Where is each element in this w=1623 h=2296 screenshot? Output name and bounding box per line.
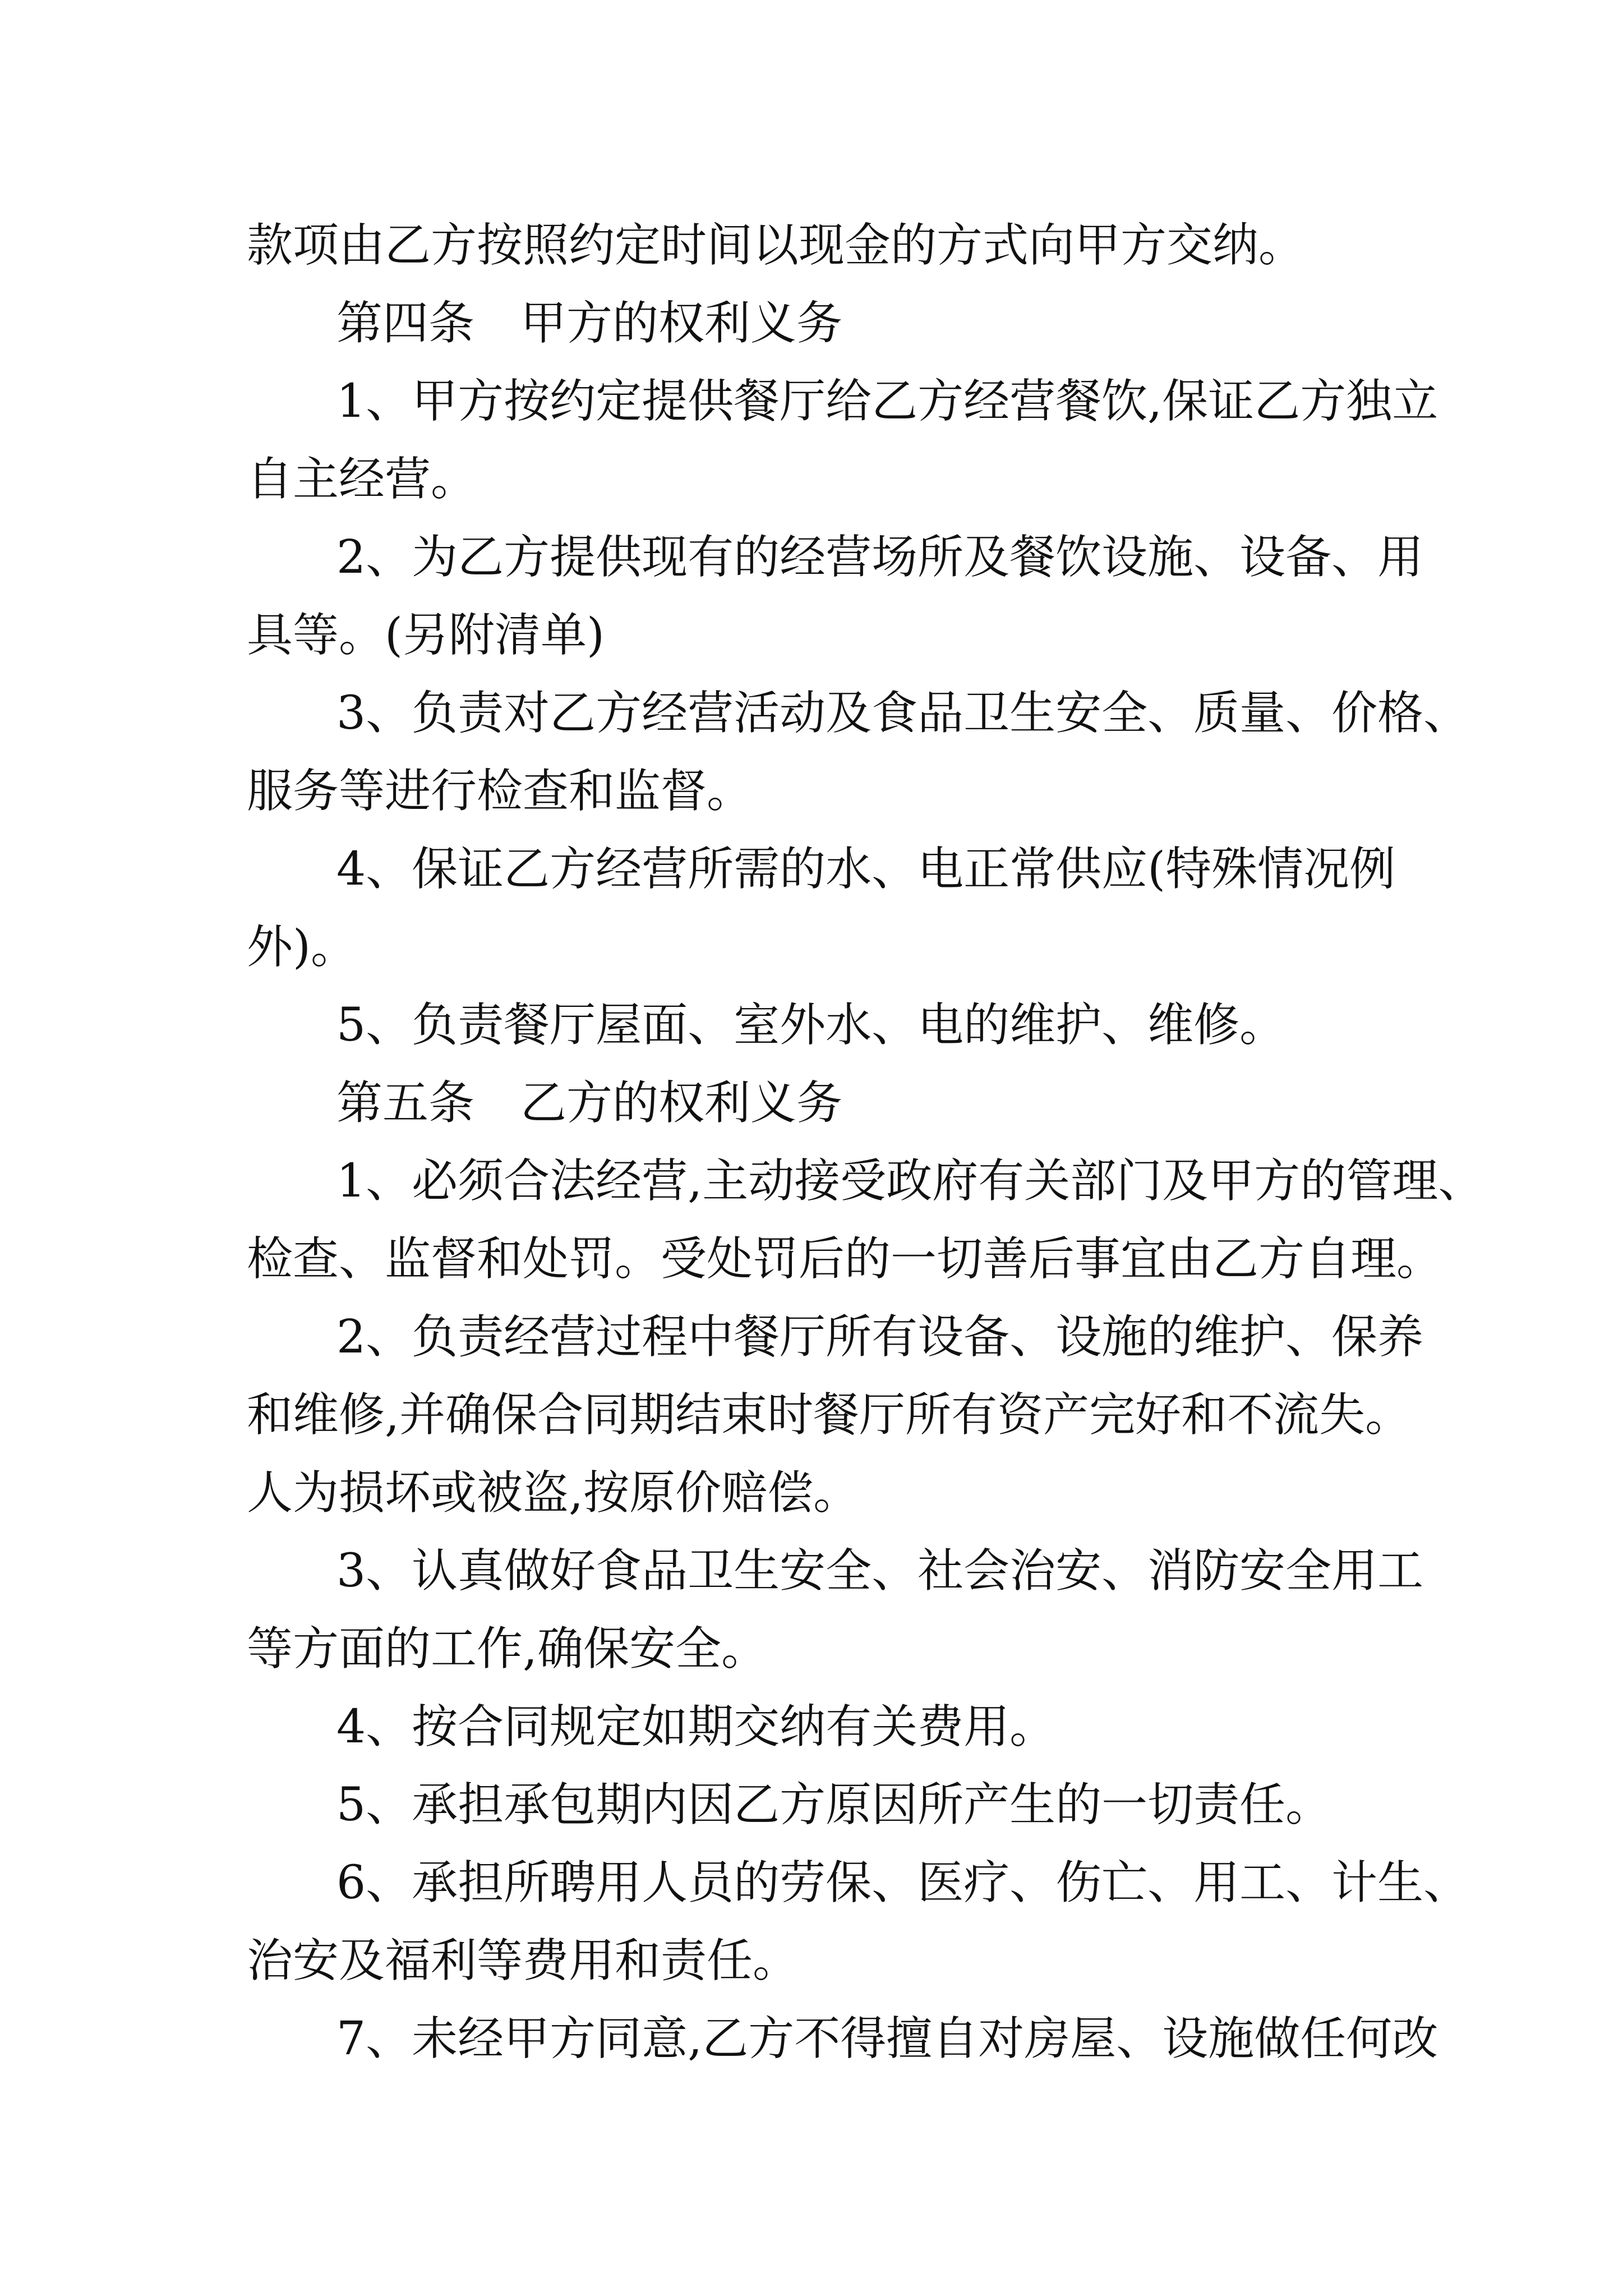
article-5-item-6-continued: 治安及福利等费用和责任。 [247, 1934, 799, 1987]
article-5-item-6: 6、承担所聘用人员的劳保、医疗、伤亡、用工、计生、 [336, 1856, 1470, 1910]
article-5-item-4: 4、按合同规定如期交纳有关费用。 [336, 1700, 1056, 1754]
article-5-heading: 第五条 乙方的权利义务 [336, 1076, 843, 1130]
article-5-item-5: 5、承担承包期内因乙方原因所产生的一切责任。 [336, 1778, 1332, 1832]
article-5-item-3-continued: 等方面的工作,确保安全。 [247, 1622, 768, 1676]
article-4-item-4: 4、保证乙方经营所需的水、电正常供应(特殊情况例 [336, 843, 1396, 896]
article-5-item-2-continued-2: 人为损坏或被盗,按原价赔偿。 [247, 1466, 860, 1520]
article-5-item-2: 2、负责经营过程中餐厅所有设备、设施的维护、保养 [336, 1310, 1424, 1364]
contract-body-text [247, 206, 1484, 2078]
article-5-item-1: 1、必须合法经营,主动接受政府有关部门及甲方的管理、 [336, 1154, 1484, 1208]
article-4-item-5: 5、负责餐厅屋面、室外水、电的维护、维修。 [336, 999, 1286, 1052]
article-5-item-7: 7、未经甲方同意,乙方不得擅自对房屋、设施做任何改 [336, 2012, 1438, 2065]
article-4-heading: 第四条 甲方的权利义务 [336, 297, 843, 350]
article-5-item-3: 3、认真做好食品卫生安全、社会治安、消防安全用工 [336, 1544, 1424, 1598]
article-4-item-2-continued: 具等。(另附清单) [247, 609, 605, 662]
article-4-item-4-continued: 外)。 [247, 921, 357, 974]
text-line-payment-terms: 款项由乙方按照约定时间以现金的方式向甲方交纳。 [247, 219, 1305, 272]
article-4-item-3-continued: 服务等进行检查和监督。 [247, 765, 753, 818]
article-4-item-2: 2、为乙方提供现有的经营场所及餐饮设施、设备、用 [336, 531, 1424, 584]
article-5-item-1-continued: 检查、监督和处罚。受处罚后的一切善后事宜由乙方自理。 [247, 1232, 1443, 1286]
article-5-item-2-continued: 和维修,并确保合同期结束时餐厅所有资产完好和不流失。 [247, 1388, 1412, 1442]
article-4-item-3: 3、负责对乙方经营活动及食品卫生安全、质量、价格、 [336, 687, 1470, 740]
article-4-item-1-continued: 自主经营。 [247, 453, 477, 506]
article-4-item-1: 1、甲方按约定提供餐厅给乙方经营餐饮,保证乙方独立 [336, 375, 1438, 428]
